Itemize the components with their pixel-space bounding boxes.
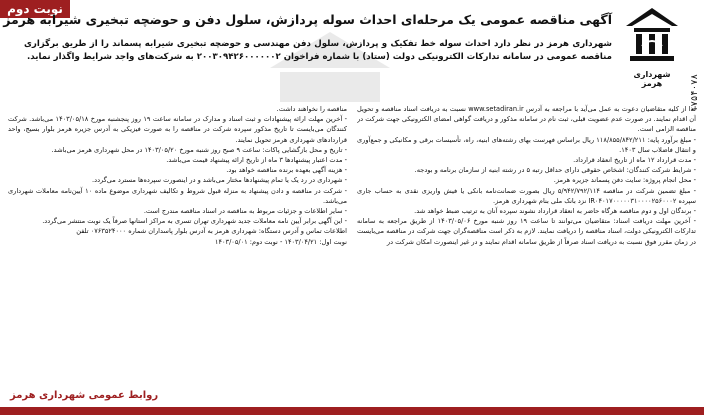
notice-paragraph: نوبت اول: ۱۴۰۳/۰۴/۲۱ - نوبت دوم: ۱۴۰۳/۰۵/۰۱ bbox=[214, 237, 347, 246]
notice-title: آگهی مناقصه عمومی یک مرحله‌ای احداث سوله پردازش، سلول دفن و حوضچه تبخیری شیرابه هرمز bbox=[3, 12, 612, 27]
body-column-left bbox=[8, 104, 347, 401]
notice-paragraph: مناقصه را نخواهند داشت. bbox=[276, 105, 347, 113]
notice-paragraph: - این آگهی برابر آیین نامه معاملات جدید شهرداری تهران تسری به مراکز استانها صرفاً یک نوبت منتشر می‌گردد. bbox=[42, 217, 347, 226]
notice-paragraph: - آخرین مهلت دریافت اسناد: متقاضیان می‌توانند تا ساعت ۱۹ روز شنبه مورخ ۱۴۰۳/۰۵/۰۶ از طریق مراجعه به سامانه تدارکات الکترونیکی دولت، اسناد مناقصه را دریافت نمایند. لازم به ذکر است مناقصه‌گران جهت شرکت در مناقصه می‌بایست در زمان مقرر فوق نسبت به دریافت اسناد صرفاً از طریق سامانه اقدام نمایند و در غیر اینصورت امکان شرکت در bbox=[357, 217, 696, 246]
notice-paragraph: - آخرین مهلت ارائه پیشنهادات و ثبت اسناد و مدارک در سامانه ساعت ۱۹ روز پنجشنبه مورخ ۱۴۰۳/۰۵/۱۸ می‌باشد. شرکت کنندگان می‌بایست تا تاریخ مذکور سپرده شرکت در مناقصه را به صورت فیزیکی به آدرس جزیره هرمز بلوار بسیج، واحد قراردادهای شهرداری هرمز تحویل نمایند. bbox=[8, 115, 347, 144]
signature: روابط عمومی شهرداری هرمز bbox=[10, 390, 159, 401]
municipality-logo bbox=[622, 6, 682, 86]
notice-paragraph: - شرایط شرکت کنندگان: اشخاص حقوقی دارای حداقل رتبه ۵ در رشته ابنیه از سازمان برنامه و بودجه. bbox=[414, 166, 696, 175]
logo-caption: شهرداری هرمز bbox=[633, 70, 671, 88]
municipality-emblem-icon bbox=[624, 6, 680, 68]
notice-paragraph: - شرکت در مناقصه و دادن پیشنهاد به منزله قبول شروط و تکالیف شهرداری موضوع ماده ۱۰ آیین‌نامه معاملات شهرداری می‌باشد. bbox=[8, 186, 347, 205]
body-column-right bbox=[357, 104, 696, 401]
notice-paragraph: - مدت قرارداد ۱۲ ماه از تاریخ انعقاد قرارداد. bbox=[573, 156, 696, 165]
notice-paragraph: - مبلغ برآورد پایه: ۱۱۸/۸۵۵/۸۴۲/۲۱۱ ریال براساس فهرست بهای رشته‌های ابنیه، راه، تأسیسات برقی و مکانیکی و جمع‌آوری و انتقال فاضلاب سال ۱۴۰۳. bbox=[357, 135, 696, 154]
notice-intro: شهرداری هرمز در نظر دارد احداث سوله خط تفکیک و پردازش، سلول دفن مهندسی و حوضچه تبخیری شیرابه پسماند را از طریق برگزاری مناقصه عمومی در سامانه تدارکات الکترونیکی دولت (ستاد) با شماره فراخوان ۲۰۰۳۰۹۴۲۶۰۰۰۰۰۰۲ به شرکت‌های واجد شرایط واگذار نماید. bbox=[24, 39, 612, 62]
notice-body bbox=[8, 104, 696, 401]
bottom-rule bbox=[0, 407, 704, 415]
notice-paragraph: - محل انجام پروژه: سایت دفن پسماند جزیره هرمز. bbox=[553, 176, 696, 185]
notice-paragraph: اطلاعات تماس و آدرس دستگاه: شهرداری هرمز به آدرس بلوار پاسداران شماره ۰۷۶۳۵۲۴۰۰۰ تلفن bbox=[76, 227, 347, 236]
notice-paragraph: - شهرداری در رد یک یا تمام پیشنهادها مختار می‌باشد و در اینصورت سپرده‌ها مسترد می‌گردد. bbox=[92, 176, 347, 185]
serial-number-text: ۱۷۵۴۰۷۸ bbox=[690, 74, 700, 112]
notice-paragraph: - تاریخ و محل بازگشایی پاکات: ساعت ۹ صبح روز شنبه مورخ ۱۴۰۳/۰۵/۲۰ در محل شهرداری هرمز می‌باشد. bbox=[51, 145, 347, 154]
notice-paragraph: - برندگان اول و دوم مناقصه هرگاه حاضر به انعقاد قرارداد نشوند سپرده آنان به ترتیب ضبط خواهد شد. bbox=[414, 207, 696, 216]
notice-paragraph: - مبلغ تضمین شرکت در مناقصه ۵/۹۴۲/۷۹۲/۱۱۴ ریال بصورت ضمانت‌نامه بانکی یا فیش واریزی نقدی به حساب جاری سپرده IR۰۴۰۱۷۰۰۰۰۰۳۱۰۰۰۰۲۵۶۰۰۰۲ نزد بانک ملی بنام شهرداری هرمز. bbox=[357, 186, 696, 205]
round-badge: نوبت دوم bbox=[0, 0, 70, 18]
notice-paragraph: لذا از کلیه متقاضیان دعوت به عمل می‌آید با مراجعه به آدرس www.setadiran.ir نسبت به دریافت اسناد مناقصه و تحویل آن اقدام نمایند. در صورت عدم عضویت قبلی، ثبت نام در سامانه مذکور و دریافت گواهی امضای الکترونیکی جهت شرکت در مناقصه الزامی است. bbox=[357, 105, 696, 134]
notice-paragraph: - مدت اعتبار پیشنهادها ۳ ماه از تاریخ ارائه پیشنهاد قیمت می‌باشد. bbox=[166, 156, 347, 165]
notice-paragraph: - سایر اطلاعات و جزئیات مربوط به مناقصه در اسناد مناقصه مندرج است. bbox=[143, 207, 347, 216]
notice-paragraph: - هزینه آگهی بعهده برنده مناقصه خواهد بود. bbox=[226, 166, 347, 175]
